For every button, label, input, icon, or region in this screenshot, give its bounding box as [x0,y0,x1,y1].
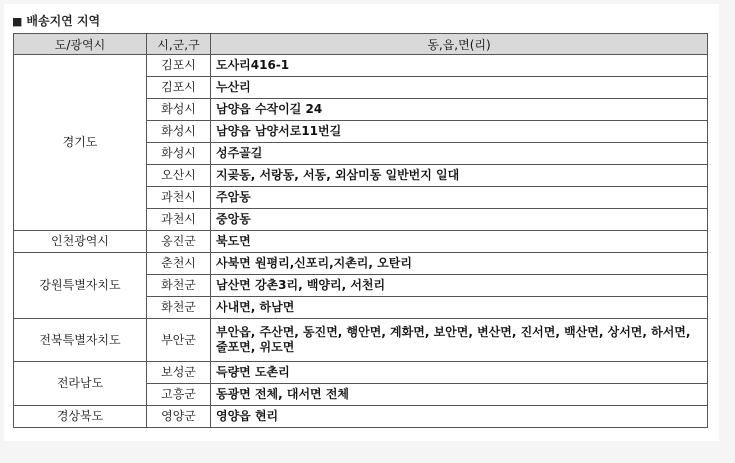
city-cell: 춘천시 [147,253,211,275]
area-cell: 남산면 강촌3리, 백양리, 서천리 [211,275,708,297]
region-cell: 인천광역시 [14,231,147,253]
table-row [14,362,708,384]
area-cell: 주암동 [211,187,708,209]
area-cell: 동광면 전체, 대서면 전체 [211,384,708,406]
region-cell: 강원특별자치도 [14,253,147,319]
region-cell: 전라남도 [14,362,147,406]
area-cell: 남양읍 수작이길 24 [211,99,708,121]
city-cell: 김포시 [147,55,211,77]
city-cell: 옹진군 [147,231,211,253]
table-row [14,231,708,253]
city-cell: 김포시 [147,77,211,99]
area-cell: 누산리 [211,77,708,99]
header-region: 도/광역시 [14,34,147,55]
area-cell: 득량면 도촌리 [211,362,708,384]
square-bullet-icon: ■ [12,15,23,28]
header-city: 시,군,구 [147,34,211,55]
area-cell: 북도면 [211,231,708,253]
area-cell: 사내면, 하남면 [211,297,708,319]
city-cell: 부안군 [147,319,211,362]
city-cell: 과천시 [147,187,211,209]
city-cell: 화성시 [147,99,211,121]
city-cell: 화천군 [147,297,211,319]
area-cell: 영양읍 현리 [211,406,708,428]
area-cell: 도사리416-1 [211,55,708,77]
table-row [14,55,708,77]
section-title-text: 배송지연 지역 [26,14,101,28]
table-row [14,253,708,275]
area-cell: 부안읍, 주산면, 동진면, 행안면, 계화면, 보안면, 변산면, 진서면, 백산면, 상서면, 하서면, 줄포면, 위도면 [211,319,708,362]
header-area: 동,읍,면(리) [211,34,708,55]
table-row [14,406,708,428]
area-cell: 사북면 원평리,신포리,지촌리, 오탄리 [211,253,708,275]
city-cell: 화성시 [147,143,211,165]
region-cell: 전북특별자치도 [14,319,147,362]
region-cell: 경기도 [14,55,147,231]
region-cell: 경상북도 [14,406,147,428]
area-cell: 남양읍 남양서로11번길 [211,121,708,143]
city-cell: 화성시 [147,121,211,143]
table-row [14,319,708,362]
city-cell: 화천군 [147,275,211,297]
city-cell: 고흥군 [147,384,211,406]
city-cell: 오산시 [147,165,211,187]
content-panel [4,4,719,441]
section-title [12,12,100,30]
area-cell: 중앙동 [211,209,708,231]
city-cell: 영양군 [147,406,211,428]
delivery-delay-table [13,33,708,428]
city-cell: 보성군 [147,362,211,384]
table-header-row [14,34,708,55]
area-cell: 성주골길 [211,143,708,165]
city-cell: 과천시 [147,209,211,231]
area-cell: 지곶동, 서랑동, 서동, 외삼미동 일반번지 일대 [211,165,708,187]
